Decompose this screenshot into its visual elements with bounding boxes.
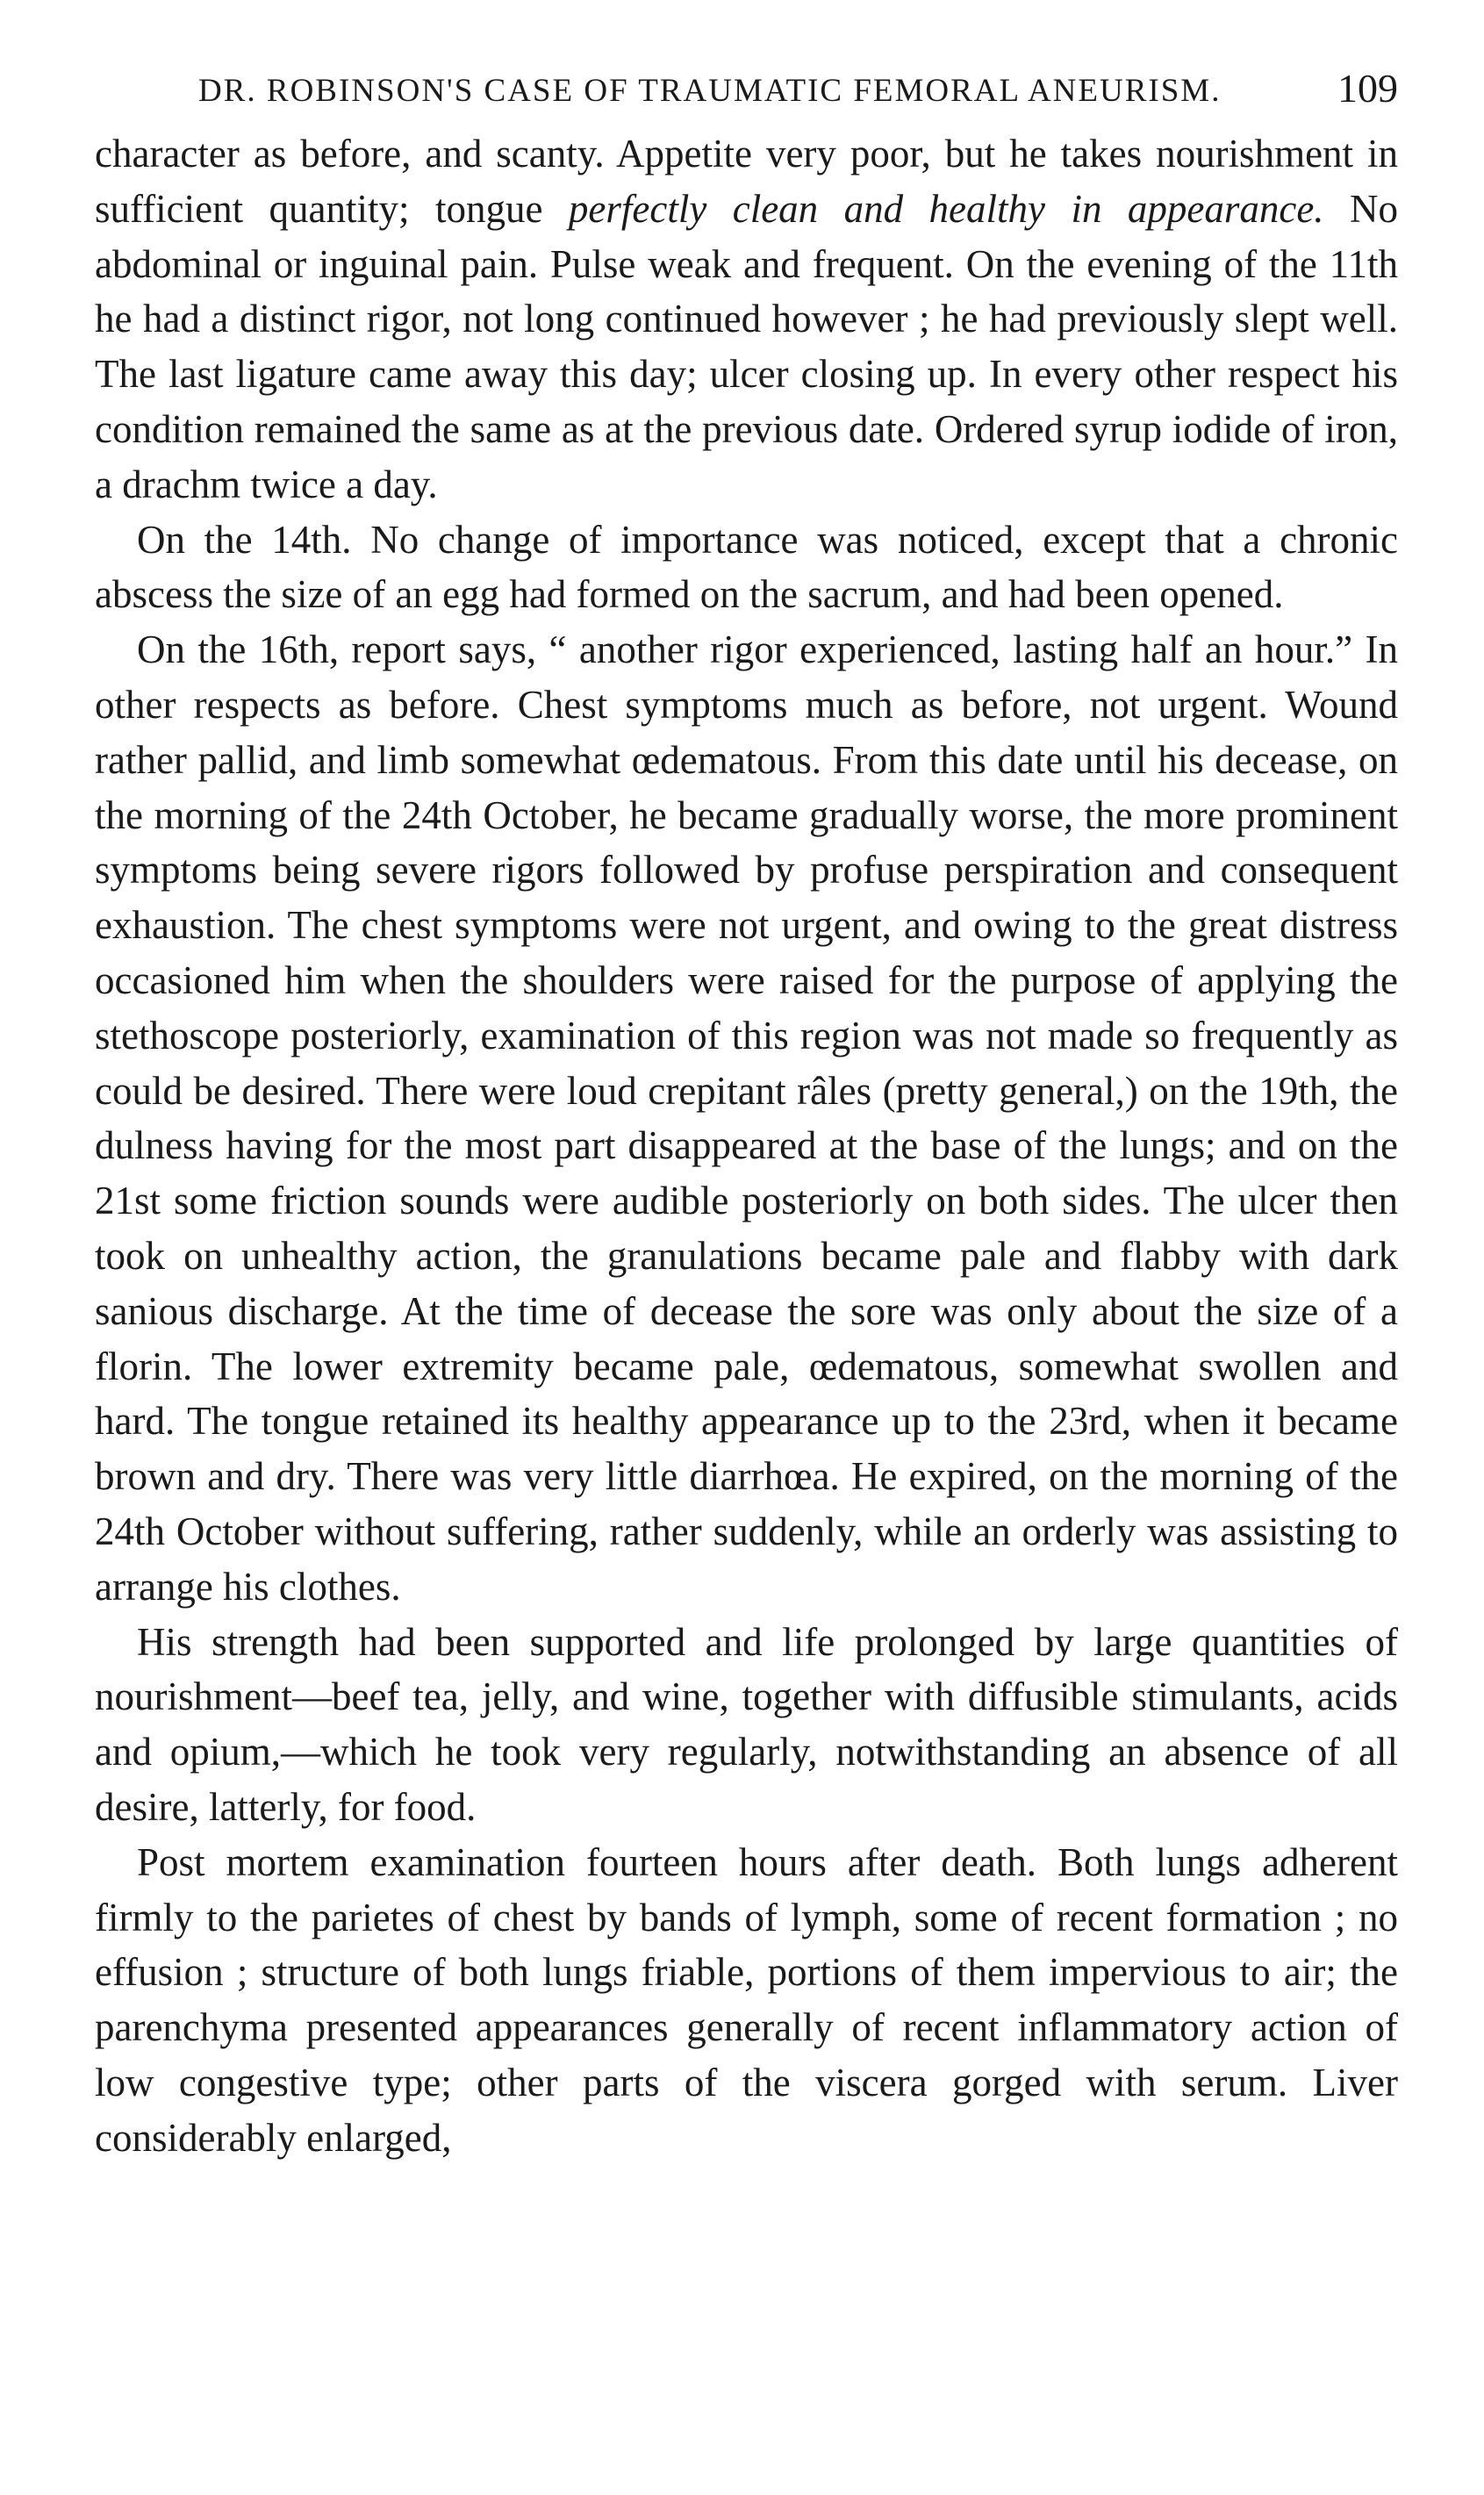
paragraph-14th: On the 14th. No change of importance was noticed, except that a chronic abscess the size of an egg had formed on the sacrum, and had been opened. [95,517,1398,617]
italic-phrase: perfectly clean and healthy in appearance. [568,186,1324,231]
paragraph-continuation [95,126,1398,513]
paragraph-strength: His strength had been supported and life prolonged by large quantities of nourishment—beef tea, jelly, and wine, together with diffusible stimulants, acids and opium,—which he took very regularly, notwithstanding an absence of all desire, latterly, for food. [95,1619,1398,1829]
running-title: DR. ROBINSON'S CASE OF TRAUMATIC FEMORAL ANEURISM. [198,73,1222,109]
paragraph-16th: On the 16th, report says, “ another rigor experienced, lasting half an hour.” In other respects as before. Chest symptoms much as before, not urgent. Wound rather pallid, and limb somewhat œdematous. From this date until his decease, on the morning of the 24th October, he became gradually worse, the more prominent symptoms being severe rigors followed by profuse perspiration and consequent exhaustion. The chest symptoms were not urgent, and owing to the great distress occasioned him when the shoulders were raised for the purpose of applying the stethoscope posteriorly, examination of this region was not made so frequently as could be desired. There were loud crepitant râles (pretty general,) on the 19th, the dulness having for the most part disappeared at the base of the lungs; and on the 21st some friction sounds were audible posteriorly on both sides. The ulcer then took on unhealthy action, the granulations became pale and flabby with dark sanious discharge. At the time of decease the sore was only about the size of a florin. The lower extremity became pale, œdematous, somewhat swollen and hard. The tongue retained its healthy appearance up to the 23rd, when it became brown and dry. There was very little diarrhœa. He expired, on the morning of the 24th October without suffering, rather suddenly, while an orderly was assisting to arrange his clothes. [95,627,1398,1609]
page-number: 109 [1337,66,1398,111]
paragraph-text: character as before, and scanty. Appetite very poor, but he takes nourishment in sufficient quantity; tongue [95,132,1398,231]
paragraph-text: No abdominal or inguinal pain. Pulse weak and frequent. On the evening of the 11th he had a distinct rigor, not long continued however ; he had previously slept well. The last ligature came away this day; ulcer closing up. In every other respect his condition remained the same as at the previous date. Ordered syrup iodide of iron, a drachm twice a day. [95,186,1398,506]
running-head [95,61,1398,114]
book-page [95,61,1398,2165]
paragraph-post-mortem: Post mortem examination fourteen hours after death. Both lungs adherent firmly to the parietes of chest by bands of lymph, some of recent formation ; no effusion ; structure of both lungs friable, portions of them impervious to air; the parenchyma presented appearances generally of recent inflammatory action of low congestive type; other parts of the viscera gorged with serum. Liver considerably enlarged, [95,1839,1398,2160]
